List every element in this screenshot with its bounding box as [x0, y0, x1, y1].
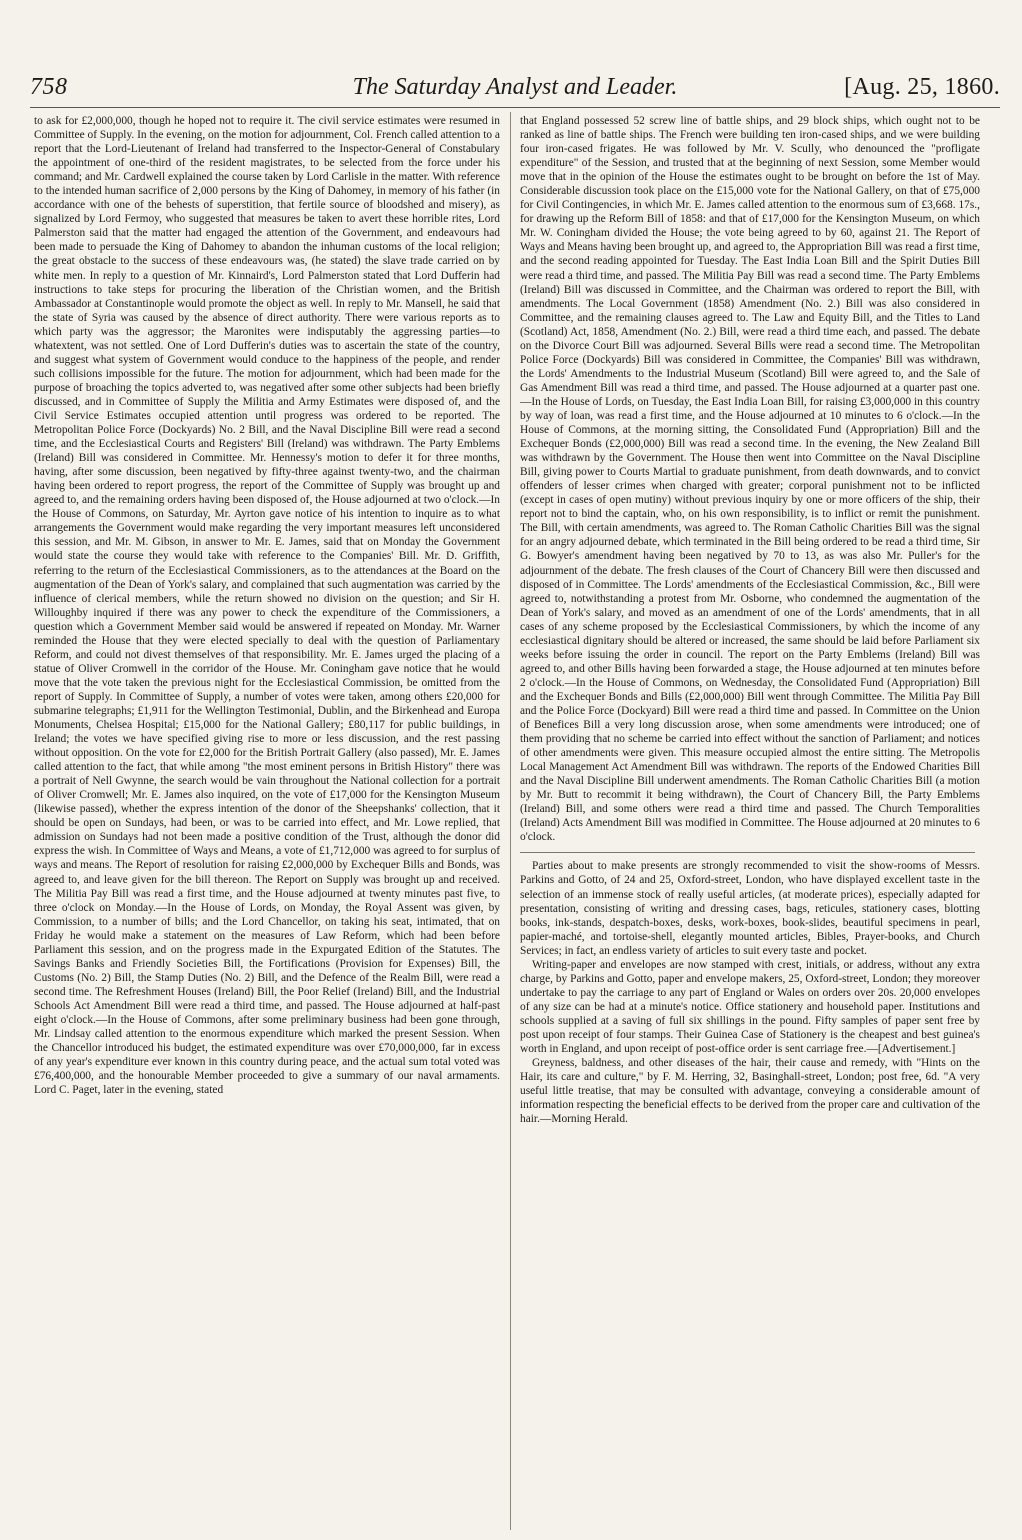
left-column — [34, 114, 500, 1097]
right-column — [520, 114, 980, 1126]
issue-date: [Aug. 25, 1860. — [844, 74, 1000, 100]
advertisement-hair: Greyness, baldness, and other diseases of the hair, their cause and remedy, with "Hints on the Hair, its care and culture," by F. M. Herring, 32, Basinghall-street, London; post free, 6d. "A very useful little treatise, that may be consulted with advantage, conveying a considerable amount of information respecting the beneficial effects to be derived from the proper care and cultivation of the hair.—Morning Herald. — [520, 1057, 980, 1126]
column-divider — [510, 112, 511, 1530]
page-header — [30, 70, 1000, 110]
parliamentary-summary-right: that England possessed 52 screw line of battle ships, and 29 block ships, which ought not to be ranked as line of battle ships. The French were building ten iron-cased ships, and we were building four iron-cased frigates. He was followed by Mr. V. Scully, who denounced the "profligate expenditure" of the Session, and trusted that at the beginning of next Session, some Member would move that in the opinion of the House the estimates ought to be brought on before the 1st of May. Considerable discussion took place on the £15,000 vote for the National Gallery, on that of £75,000 for Civil Contingencies, in which Mr. E. James called attention to the enormous sum of £3,668. 17s., for drawing up the Reform Bill of 1858: and that of £17,000 for the Kensington Museum, on which Mr. W. Coningham divided the House; the vote being agreed to by 60, against 21. The Report of Ways and Means having been brought up, and agreed to, the Appropriation Bill was read a first time, and the second reading appointed for Tuesday. The East India Loan Bill and the Spirit Duties Bill were read a third time, and passed. The Militia Pay Bill was read a second time. The Party Emblems (Ireland) Bill was discussed in Committee, and the Chairman was ordered to report the Bill, with amendments. The Local Government (1858) Amendment (No. 2.) Bill was also considered in Committee, and the remaining clauses agreed to. The Law and Equity Bill, and the Titles to Land (Scotland) Act, 1858, Amendment (No. 2.) Bill, were read a third time each, and passed. The debate on the Divorce Court Bill was adjourned. Several Bills were read a second time. The Metropolitan Police Force (Dockyards) Bill was considered in Committee, the Companies' Bill was withdrawn, the Lords' Amendments to the Industrial Museum (Scotland) Bill were agreed to, and the Sale of Gas Amendment Bill was read a third time, and passed. The House adjourned at a quarter past one.—In the House of Lords, on Tuesday, the East India Loan Bill, for raising £3,000,000 in this country by way of loan, was read a first time, and the House adjourned at 10 minutes to 6 o'clock.—In the House of Commons, at the morning sitting, the Consolidated Fund (Appropriation) Bill and the Exchequer Bonds (£2,000,000) Bill was read a second time. In the evening, the New Zealand Bill was withdrawn by the Government. The House then went into Committee on the Naval Discipline Bill, giving power to Courts Martial to graduate punishment, from death downwards, and to convict offenders of lesser crimes when charged with greater; corporal punishment not to be inflicted (except in cases of open mutiny) without previous inquiry by one or more officers of the ship, their report not to bind the captain, who, on his own responsibility, is to inflict or remit the punishment. The Bill, with certain amendments, was agreed to. The Roman Catholic Charities Bill was the signal for an angry adjourned debate, which terminated in the Bill being ordered to be read a third time, Sir G. Bowyer's amendment having been negatived by 70 to 13, as was also Mr. Puller's for the adjournment of the debate. The fresh clauses of the Court of Chancery Bill were then discussed and disposed of in Committee. The Lords' amendments of the Ecclesiastical Commission, &c., Bill were agreed to, notwithstanding a protest from Mr. Osborne, who condemned the augmentation of the Dean of York's salary, and moved as an amendment of one of the Lords' amendments, that in all cases of any scheme proposed by the Ecclesiastical Commissioners, by which the income of any ecclesiastical dignitary should be altered or increased, the same should be laid before Parliament six weeks before issuing the order in council. The report on the Party Emblems (Ireland) Bill was agreed to, and other Bills having been forwarded a stage, the House adjourned at ten minutes before 2 o'clock.—In the House of Commons, on Wednesday, the Consolidated Fund (Appropriation) Bill and the Exchequer Bonds and Bills (£2,000,000) Bill went through Committee. The Militia Pay Bill and the Police Force (Dockyard) Bill were read a third time and passed. In Committee on the Union of Benefices Bill a very long discussion arose, when some amendments were introduced; one of them providing that no scheme be carried into effect without the sanction of Parliament; and notices of other amendments were given. This measure occupied almost the entire sitting. The Metropolis Local Management Act Amendment Bill was withdrawn. The reports of the Endowed Charities Bill and the Naval Discipline Bill underwent amendments. The Roman Catholic Charities Bill (a motion by Mr. Butt to recommit it being withdrawn), the Court of Chancery Bill, the Party Emblems (Ireland) Bill, and some others were read a third time and passed. The Church Temporalities (Ireland) Acts Amendment Bill was modified in Committee. The House adjourned at 20 minutes to 6 o'clock. — [520, 115, 980, 844]
advertisement-parties: Parties about to make presents are strongly recommended to visit the show-rooms of Messrs. Parkins and Gotto, of 24 and 25, Oxford-street, London, who have displayed excellent taste in the selection of an immense stock of really useful articles, (at moderate prices), especially adapted for presentation, consisting of writing and dressing cases, bags, reticules, stationery cases, blotting books, ink-stands, despatch-boxes, desks, work-boxes, book-slides, beautiful specimens in pearl, papier-maché, and tortoise-shell, elegantly mounted articles, Bibles, Prayer-books, and Church Services; in fact, an endless variety of articles to suit every taste and pocket. — [520, 860, 980, 957]
header-rule — [30, 107, 1000, 108]
page-number: 758 — [30, 74, 68, 100]
journal-title: The Saturday Analyst and Leader. — [352, 74, 678, 100]
advertisements — [520, 859, 980, 1126]
advertisement-writing-paper: Writing-paper and envelopes are now stamped with crest, initials, or address, without any extra charge, by Parkins and Gotto, paper and envelope makers, 25, Oxford-street, London; they moreover undertake to pay the carriage to any part of England or Wales on orders over 20s. 20,000 envelopes of any size can be had at a minute's notice. Office stationery and household paper. Institutions and schools supplied at a saving of full six shillings in the pound. Fifty samples of paper sent free by post upon receipt of four stamps. Their Guinea Case of Stationery is the cheapest and best guinea's worth in England, and upon receipt of post-office order is sent carriage free.—[Advertisement.] — [520, 958, 980, 1056]
parliamentary-summary-left: to ask for £2,000,000, though he hoped not to require it. The civil service estimates were resumed in Committee of Supply. In the evening, on the motion for adjournment, Col. French called attention to a report that the Lord-Lieutenant of Ireland had transferred to the Inspector-General of Constabulary the appointment of one-third of the resident magistrates, to be selected from the force under his command; and Mr. Cardwell explained the course taken by Lord Carlisle in the matter. With reference to the intended human sacrifice of 2,000 persons by the King of Dahomey, in memory of his father (in accordance with one of the behests of superstition, that fertile source of bloodshed and misery), as signalized by Lord Fermoy, who suggested that measures be taken to avert these horrible rites, Lord Palmerston said that the matter had engaged the attention of the Government, and endeavours had been made to persuade the King of Dahomey to abandon the inhuman customs of the local religion; the great obstacle to the success of these endeavours was, (he stated) the slave trade carried on by white men. In reply to a question of Mr. Kinnaird's, Lord Palmerston stated that Lord Dufferin had instructions to take steps for procuring the liberation of the Christian women, and the British Ambassador at Constantinople would promote the object as well. In reply to Mr. Mansell, he said that the state of Syria was caused by the absence of direct authority. There were various reports as to which party was the aggressor; the Maronites were indisputably the aggressing parties—to whatextent, was not settled. One of Lord Dufferin's duties was to ascertain the state of the country, and suggest what system of Government would conduce to the happiness of the people, and render such collisions impossible for the future. The motion for adjournment, which had been made for the purpose of broaching the topics adverted to, was negatived after some other subjects had been briefly discussed, and in Committee of Supply the Militia and Army Estimates were disposed of, and the Civil Service Estimates occupied attention until progress was ordered to be reported. The Metropolitan Police Force (Dockyards) No. 2 Bill, and the Naval Discipline Bill were read a second time, and the Ecclesiastical Courts and Registers' Bill (Ireland) was withdrawn. The Party Emblems (Ireland) Bill was considered in Committee. Mr. Hennessy's motion to defer it for three months, having, after some discussion, been negatived by fifty-three against twenty-two, and the chairman having been ordered to report progress, the report of the Committee of Supply was brought up and agreed to, and the remaining orders having been disposed of, the House adjourned at two o'clock.—In the House of Commons, on Saturday, Mr. Ayrton gave notice of his intention to inquire as to what arrangements the Government would make regarding the very important measures left unconsidered this session, and Mr. M. Gibson, in answer to Mr. E. James, said that on Monday the Government would state the course they would take with reference to the Companies' Bill. Mr. D. Griffith, referring to the return of the Ecclesiastical Commissioners, as to the attendances at the Board on the augmentation of the Dean of York's salary, and complained that such augmentation was carried by the influence of clerical members, while the return showed no division on the question; and Sir H. Willoughby inquired if there was any power to check the expenditure of the Commissioners, a question which a Government Member said would be answered if repeated on Monday. Mr. Warner reminded the House that they were elected specially to deal with the question of Parliamentary Reform, and could not divest themselves of that responsibility. Mr. E. James urged the placing of a statue of Oliver Cromwell in the corridor of the House. Mr. Coningham gave notice that he would move that the vote taken the previous night for the Ecclesiastical Commission, be omitted from the report of Supply. In Committee of Supply, a number of votes were taken, among others £20,000 for submarine telegraphs; £1,911 for the Wellington Testimonial, Dublin, and the Birkenhead and Europa Monuments, Chelsea Hospital; £15,000 for the National Gallery; £80,117 for public buildings, in Ireland; the votes we have specified giving rise to more or less discussion, and the rest passing without opposition. On the vote for £2,000 for the British Portrait Gallery (also passed), Mr. E. James called attention to the fact, that while among "the most eminent persons in British History" there was a portrait of Nell Gwynne, the search would be vain throughout the National collection for a portrait of Oliver Cromwell; Mr. E. James also inquired, on the vote of £17,000 for the Kensington Museum (likewise passed), whether the express intention of the donor of the Sheepshanks' collection, that it should be open on Sundays, had been, or was to be carried into effect, and Mr. Lowe replied, that admission on Sundays had not been made a positive condition of the Trust, although the donor did express the wish. In Committee of Ways and Means, a vote of £1,712,000 was agreed to for surplus of ways and means. The Report of resolution for raising £2,000,000 by Exchequer Bills and Bonds, was agreed to, and leave given for the bill thereon. The Report on Supply was brought up and received. The Militia Pay Bill was read a first time, and the House adjourned at twenty minutes past five, to three o'clock on Monday.—In the House of Lords, on Monday, the Royal Assent was given, by Commission, to a number of bills; and the Lord Chancellor, on taking his seat, intimated, that on Friday he would make a statement on the measures of Law Reform, which had been before Parliament this session, and on the progress made in the Expurgated Edition of the Statutes. The Savings Banks and Friendly Societies Bill, the Fortifications (Provision for Expenses) Bill, the Customs (No. 2) Bill, the Stamp Duties (No. 2) Bill, and the Defence of the Realm Bill, were read a second time. The Refreshment Houses (Ireland) Bill, the Poor Relief (Ireland) Bill, and the Industrial Schools Act Amendment Bill were read a third time, and passed. The House adjourned at half-past eight o'clock.—In the House of Commons, after some preliminary business had been gone through, Mr. Lindsay called attention to the enormous expenditure which marked the present Session. When the Chancellor introduced his budget, the estimated expenditure was over £70,000,000, far in excess of any year's expenditure ever known in this country during peace, and the actual sum total voted was £76,400,000, and the honourable Member proceeded to give a summary of our naval armaments. Lord C. Paget, later in the evening, stated — [34, 115, 500, 1097]
advertisement-separator — [520, 852, 975, 853]
